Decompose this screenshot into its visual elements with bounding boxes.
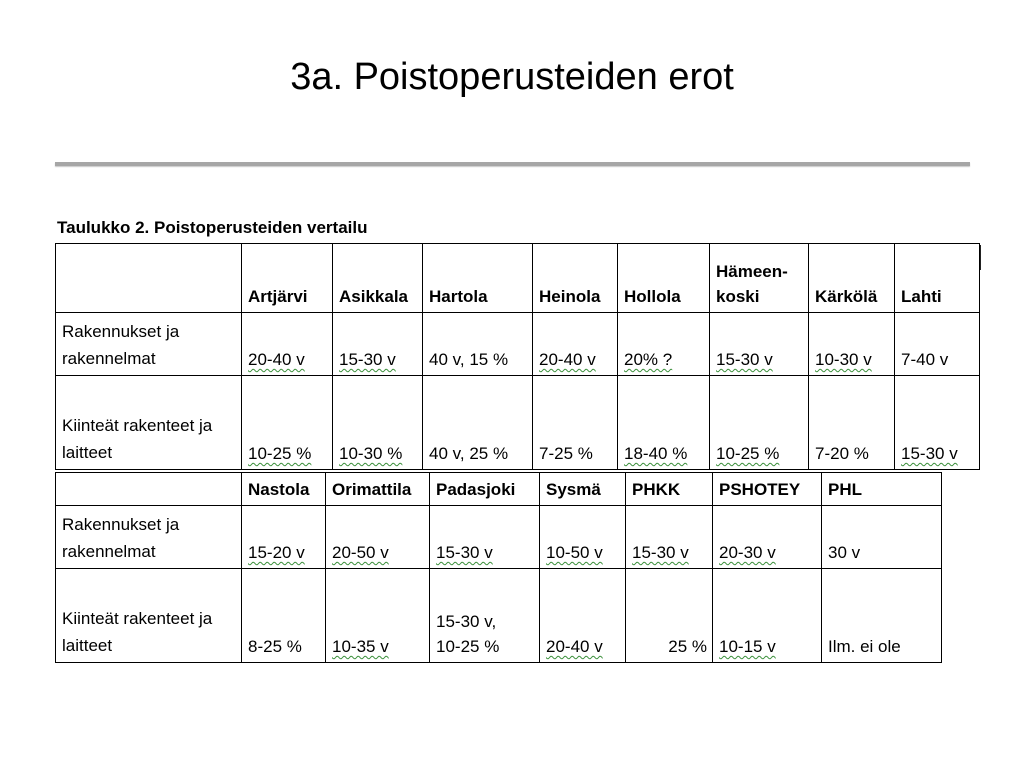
table-cell: 20% ?	[618, 313, 710, 376]
table-cell: 7-25 %	[533, 376, 618, 470]
table-cell: Ilm. ei ole	[822, 569, 942, 663]
row-label: Rakennukset ja rakennelmat	[56, 506, 242, 569]
table-cell: 15-20 v	[242, 506, 326, 569]
column-header: PHKK	[626, 473, 713, 506]
title-divider	[55, 162, 970, 166]
column-header: Orimattila	[326, 473, 430, 506]
row-label: Kiinteät rakenteet ja laitteet	[56, 376, 242, 470]
table-row	[56, 313, 980, 376]
table-cell: 25 %	[626, 569, 713, 663]
table-cell: 40 v, 25 %	[423, 376, 533, 470]
table-cell: 10-30 %	[333, 376, 423, 470]
table-cell: 20-40 v	[533, 313, 618, 376]
table-header-row	[56, 473, 942, 506]
table-cell: 40 v, 15 %	[423, 313, 533, 376]
column-header: Sysmä	[540, 473, 626, 506]
corner-cell	[56, 473, 242, 506]
table-cell: 20-40 v	[540, 569, 626, 663]
table-row	[56, 506, 942, 569]
comparison-table-part-1	[55, 243, 980, 470]
column-header: Hollola	[618, 244, 710, 313]
table-row	[56, 569, 942, 663]
table-cell: 10-25 %	[710, 376, 809, 470]
table-cell: 20-40 v	[242, 313, 333, 376]
table-cell: 15-30 v	[333, 313, 423, 376]
table-cell: 10-25 %	[242, 376, 333, 470]
column-header: PHL	[822, 473, 942, 506]
table-cell: 15-30 v	[430, 506, 540, 569]
comparison-table-part-2	[55, 472, 942, 663]
table-cell: 7-20 %	[809, 376, 895, 470]
table-cell: 15-30 v, 10-25 %	[430, 569, 540, 663]
table-cell: 15-30 v	[626, 506, 713, 569]
column-header: Hämeen- koski	[710, 244, 809, 313]
row-label: Rakennukset ja rakennelmat	[56, 313, 242, 376]
row-label: Kiinteät rakenteet ja laitteet	[56, 569, 242, 663]
table-cell: 20-30 v	[713, 506, 822, 569]
table-cell: 10-30 v	[809, 313, 895, 376]
table-cell: 10-15 v	[713, 569, 822, 663]
column-header: Lahti	[895, 244, 980, 313]
table-cell: 15-30 v	[710, 313, 809, 376]
table-caption: Taulukko 2. Poistoperusteiden vertailu	[57, 218, 368, 237]
table-row	[56, 376, 980, 470]
column-header: Asikkala	[333, 244, 423, 313]
table-cell: 30 v	[822, 506, 942, 569]
column-header: Hartola	[423, 244, 533, 313]
table-cell: 10-50 v	[540, 506, 626, 569]
column-header: Kärkölä	[809, 244, 895, 313]
slide-title: 3a. Poistoperusteiden erot	[290, 56, 734, 98]
table-cell: 10-35 v	[326, 569, 430, 663]
column-header: PSHOTEY	[713, 473, 822, 506]
table-cell: 7-40 v	[895, 313, 980, 376]
table-cell: 18-40 %	[618, 376, 710, 470]
column-header: Artjärvi	[242, 244, 333, 313]
column-header: Nastola	[242, 473, 326, 506]
table-header-row	[56, 244, 980, 313]
table-cell: 20-50 v	[326, 506, 430, 569]
column-header: Heinola	[533, 244, 618, 313]
column-header: Padasjoki	[430, 473, 540, 506]
table-cell: 8-25 %	[242, 569, 326, 663]
table-cell: 15-30 v	[895, 376, 980, 470]
corner-cell	[56, 244, 242, 313]
